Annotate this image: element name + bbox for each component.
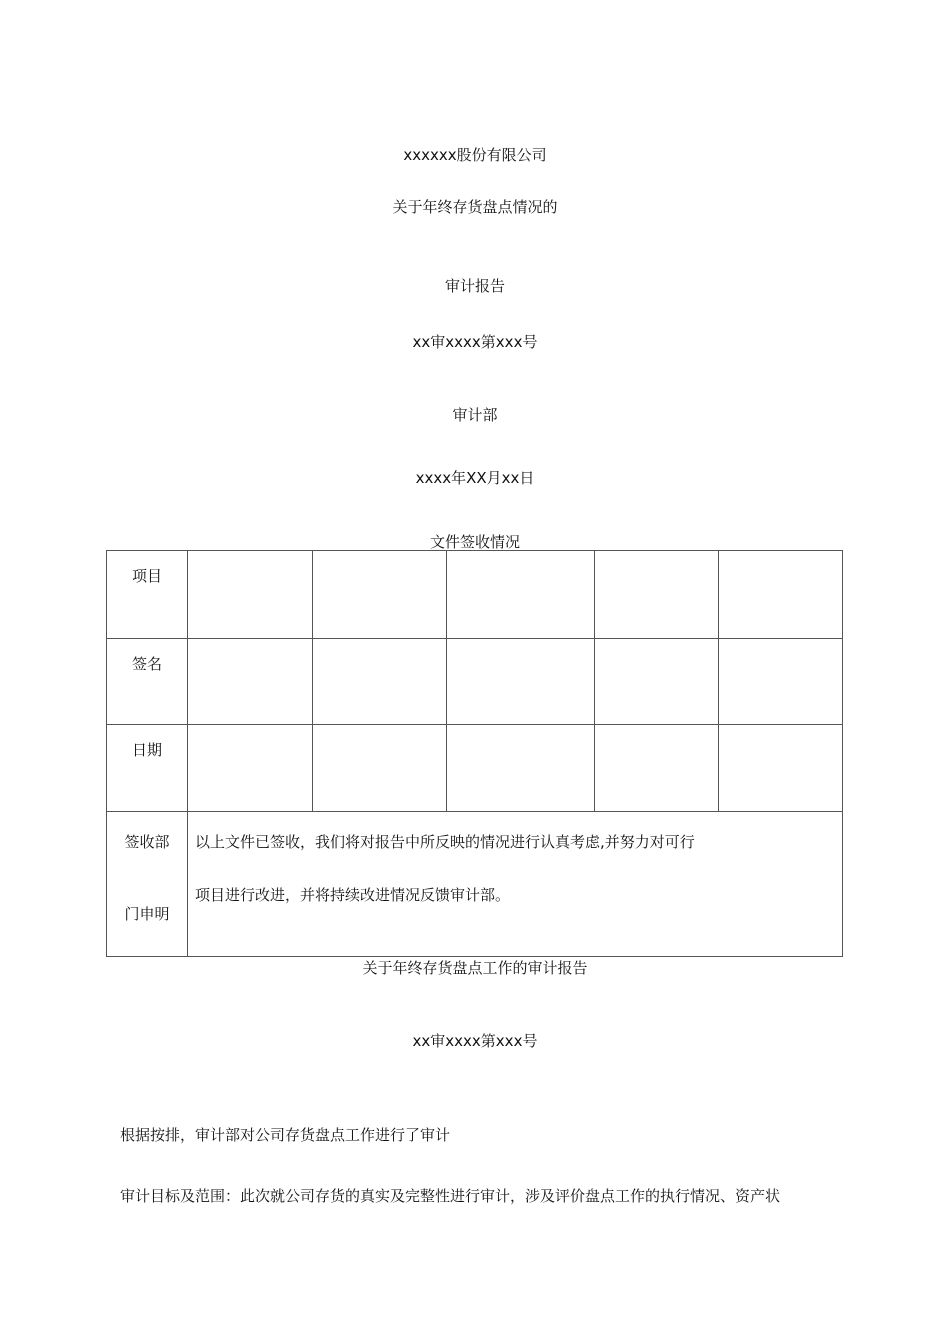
statement-label-line2: 门申明 — [124, 905, 170, 923]
table-cell — [447, 725, 595, 812]
statement-line1: 以上文件已签收，我们将对报告中所反映的情况进行认真考虑,并努力对可行 — [195, 833, 695, 851]
row-label-signature: 签名 — [107, 639, 188, 725]
sign-table — [106, 550, 843, 957]
table-cell — [188, 725, 313, 812]
table-row-statement — [107, 812, 843, 957]
table-cell — [188, 551, 313, 639]
report-doc-number: xx审xxxx第xxx号 — [412, 1032, 538, 1050]
statement-line2: 项目进行改进，并将持续改进情况反馈审计部。 — [195, 886, 511, 904]
table-row-date — [107, 725, 843, 812]
table-cell — [595, 639, 719, 725]
table-cell — [313, 725, 447, 812]
table-cell — [447, 639, 595, 725]
report-title: 关于年终存货盘点工作的审计报告 — [362, 959, 588, 977]
table-row-item — [107, 551, 843, 639]
cover-title-line1: 关于年终存货盘点情况的 — [392, 198, 558, 216]
table-cell — [447, 551, 595, 639]
row-label-item: 项目 — [107, 551, 188, 639]
statement-label — [107, 812, 188, 957]
cover-date: xxxx年XX月xx日 — [415, 469, 535, 487]
table-cell — [313, 639, 447, 725]
sign-table-caption: 文件签收情况 — [429, 533, 520, 551]
cover-department: 审计部 — [452, 406, 498, 424]
table-row-signature — [107, 639, 843, 725]
table-cell — [313, 551, 447, 639]
cover-doc-number: xx审xxxx第xxx号 — [412, 333, 538, 351]
statement-label-line1: 签收部 — [124, 833, 170, 851]
table-cell — [719, 551, 843, 639]
cover-title-line2: 审计报告 — [444, 277, 505, 295]
table-cell — [719, 725, 843, 812]
statement-text — [188, 812, 843, 957]
table-cell — [719, 639, 843, 725]
company-name: xxxxxx股份有限公司 — [403, 146, 547, 164]
report-paragraph-1: 根据按排，审计部对公司存货盘点工作进行了审计 — [120, 1126, 451, 1144]
table-cell — [595, 551, 719, 639]
row-label-date: 日期 — [107, 725, 188, 812]
report-paragraph-2: 审计目标及范围：此次就公司存货的真实及完整性进行审计，涉及评价盘点工作的执行情况、资产状 — [120, 1187, 781, 1205]
table-cell — [595, 725, 719, 812]
table-cell — [188, 639, 313, 725]
